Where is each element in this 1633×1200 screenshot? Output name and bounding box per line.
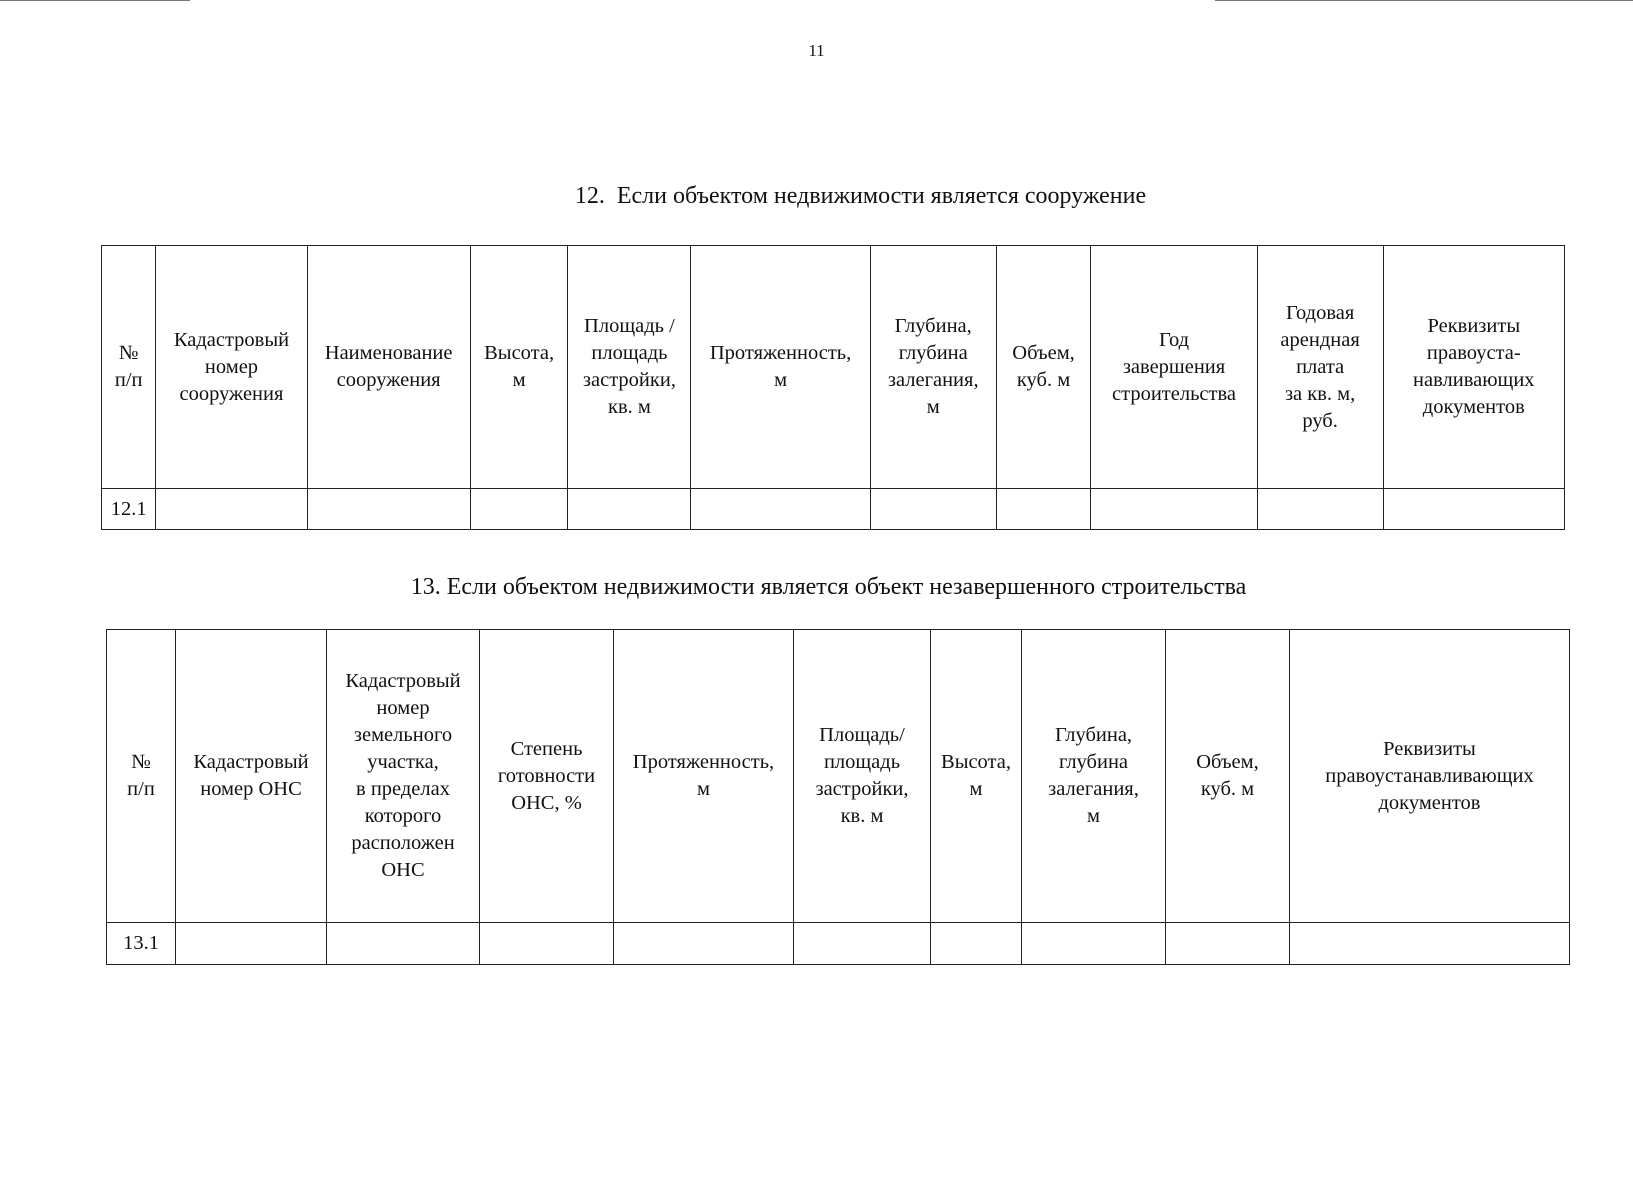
col-header-depth: Глубина, глубина залегания, м — [1022, 630, 1166, 923]
table-cell[interactable] — [1166, 923, 1290, 965]
table-cell[interactable] — [1290, 923, 1570, 965]
table-header-row — [107, 630, 1570, 923]
col-header-structure-name: Наименование сооружения — [307, 246, 470, 489]
col-header-area: Площадь / площадь застройки, кв. м — [568, 246, 691, 489]
section-12-title: 12. Если объектом недвижимости является сооружение — [574, 183, 1147, 209]
table-cell[interactable] — [307, 489, 470, 530]
table-cell[interactable] — [691, 489, 870, 530]
col-header-number: № п/п — [107, 630, 176, 923]
table-row — [107, 923, 1570, 965]
col-header-volume: Объем, куб. м — [1166, 630, 1290, 923]
unfinished-construction-table — [106, 629, 1570, 965]
table-cell[interactable] — [1091, 489, 1257, 530]
table-cell[interactable] — [327, 923, 480, 965]
col-header-completion-year: Год завершения строительства — [1091, 246, 1257, 489]
col-header-number: № п/п — [102, 246, 156, 489]
col-header-readiness: Степень готовности ОНС, % — [480, 630, 614, 923]
col-header-volume: Объем, куб. м — [996, 246, 1091, 489]
table-row — [102, 489, 1565, 530]
table-cell[interactable] — [568, 489, 691, 530]
table-header-row — [102, 246, 1565, 489]
table-cell[interactable] — [480, 923, 614, 965]
table-cell[interactable] — [176, 923, 327, 965]
table-cell[interactable] — [156, 489, 307, 530]
col-header-title-documents: Реквизиты правоуста- навливающих документов — [1383, 246, 1564, 489]
table-cell[interactable] — [794, 923, 931, 965]
table-cell[interactable] — [614, 923, 794, 965]
table-cell[interactable] — [870, 489, 996, 530]
table-cell[interactable] — [1257, 489, 1383, 530]
col-header-area: Площадь/ площадь застройки, кв. м — [794, 630, 931, 923]
col-header-depth: Глубина, глубина залегания, м — [870, 246, 996, 489]
row-number-cell: 12.1 — [102, 489, 156, 530]
page-number: 11 — [808, 41, 825, 60]
col-header-land-plot-cadastral-number: Кадастровый номер земельного участка, в пределах которого расположен ОНС — [327, 630, 480, 923]
col-header-length: Протяженность, м — [614, 630, 794, 923]
col-header-cadastral-number: Кадастровый номер сооружения — [156, 246, 307, 489]
col-header-title-documents: Реквизиты правоустанавливающих документов — [1290, 630, 1570, 923]
scan-edge-line — [1215, 0, 1633, 1]
row-number-cell: 13.1 — [107, 923, 176, 965]
structure-table — [101, 245, 1565, 530]
col-header-height: Высота, м — [931, 630, 1022, 923]
table-cell[interactable] — [931, 923, 1022, 965]
scan-edge-line — [0, 0, 190, 1]
table-cell[interactable] — [1022, 923, 1166, 965]
col-header-annual-rent: Годовая арендная плата за кв. м, руб. — [1257, 246, 1383, 489]
table-cell[interactable] — [996, 489, 1091, 530]
col-header-length: Протяженность, м — [691, 246, 870, 489]
col-header-height: Высота, м — [470, 246, 568, 489]
section-13-title: 13. Если объектом недвижимости является объект незавершенного строительства — [410, 574, 1247, 600]
table-cell[interactable] — [470, 489, 568, 530]
col-header-ons-cadastral-number: Кадастровый номер ОНС — [176, 630, 327, 923]
table-cell[interactable] — [1383, 489, 1564, 530]
